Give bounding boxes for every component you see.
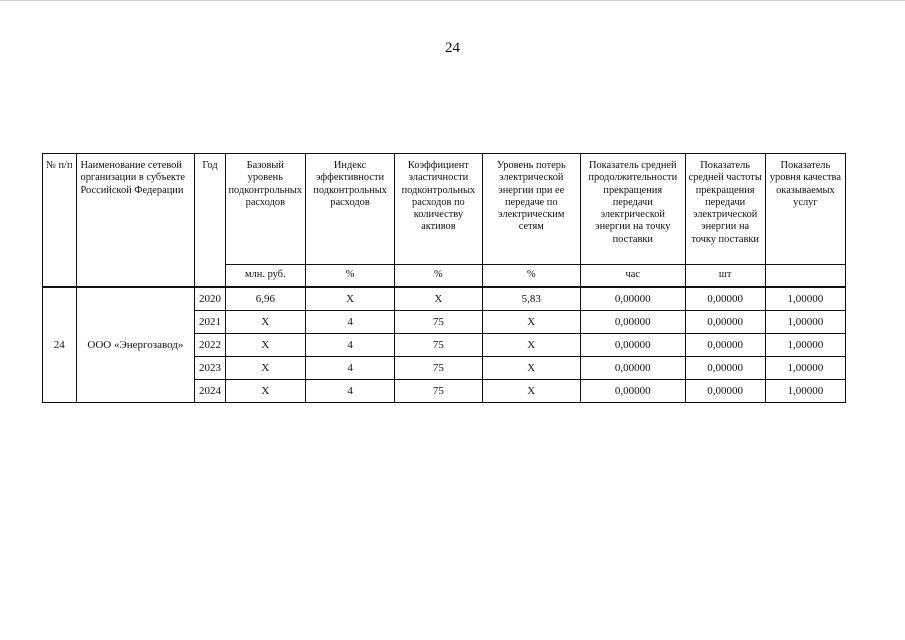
header-base-level: Базовый уровень подконтрольных расходов [225, 154, 305, 265]
duration-cell: 0,00000 [581, 380, 686, 403]
unit-cell [765, 265, 845, 288]
unit-cell: % [395, 265, 482, 288]
frequency-cell: 0,00000 [685, 287, 765, 311]
index-cell: 4 [305, 334, 394, 357]
unit-cell: % [305, 265, 394, 288]
header-year: Год [195, 154, 225, 288]
base-cell: X [225, 311, 305, 334]
unit-cell: шт [685, 265, 765, 288]
unit-cell: % [482, 265, 580, 288]
year-cell: 2021 [195, 311, 225, 334]
quality-cell: 1,00000 [765, 380, 845, 403]
coef-cell: 75 [395, 311, 482, 334]
header-interruption-frequency: Показатель средней частоты прекращения передачи электрической энергии на точку поставки [685, 154, 765, 265]
quality-cell: 1,00000 [765, 287, 845, 311]
frequency-cell: 0,00000 [685, 311, 765, 334]
coef-cell: X [395, 287, 482, 311]
header-losses-level: Уровень потерь электрической энергии при ее передаче по электрическим сетям [482, 154, 580, 265]
year-cell: 2023 [195, 357, 225, 380]
year-cell: 2024 [195, 380, 225, 403]
duration-cell: 0,00000 [581, 311, 686, 334]
frequency-cell: 0,00000 [685, 357, 765, 380]
base-cell: X [225, 380, 305, 403]
page-number: 24 [445, 40, 460, 56]
losses-cell: X [482, 311, 580, 334]
index-cell: 4 [305, 357, 394, 380]
header-service-quality: Показатель уровня качества оказываемых услуг [765, 154, 845, 265]
header-org-name: Наименование сетевой организации в субъекте Российской Федерации [76, 154, 195, 288]
unit-cell: час [581, 265, 686, 288]
quality-cell: 1,00000 [765, 334, 845, 357]
losses-cell: X [482, 380, 580, 403]
header-interruption-duration: Показатель средней продолжительности прекращения передачи электрической энергии на точку поставки [581, 154, 686, 265]
table-row [43, 287, 846, 311]
scan-edge-line [0, 0, 905, 1]
losses-cell: 5,83 [482, 287, 580, 311]
duration-cell: 0,00000 [581, 287, 686, 311]
duration-cell: 0,00000 [581, 334, 686, 357]
year-cell: 2022 [195, 334, 225, 357]
year-cell: 2020 [195, 287, 225, 311]
losses-cell: X [482, 334, 580, 357]
coef-cell: 75 [395, 380, 482, 403]
coef-cell: 75 [395, 357, 482, 380]
base-cell: 6,96 [225, 287, 305, 311]
index-cell: 4 [305, 311, 394, 334]
org-number: 24 [43, 287, 77, 403]
table-header-row [43, 154, 846, 265]
frequency-cell: 0,00000 [685, 380, 765, 403]
losses-cell: X [482, 357, 580, 380]
org-name: ООО «Энергозавод» [76, 287, 195, 403]
base-cell: X [225, 357, 305, 380]
quality-cell: 1,00000 [765, 311, 845, 334]
tariff-parameters-table [42, 153, 846, 403]
index-cell: 4 [305, 380, 394, 403]
header-efficiency-index: Индекс эффективности подконтрольных расходов [305, 154, 394, 265]
duration-cell: 0,00000 [581, 357, 686, 380]
quality-cell: 1,00000 [765, 357, 845, 380]
index-cell: X [305, 287, 394, 311]
header-elasticity-coef: Коэффициент эластичности подконтрольных расходов по количеству активов [395, 154, 482, 265]
header-number: № п/п [43, 154, 77, 288]
unit-cell: млн. руб. [225, 265, 305, 288]
frequency-cell: 0,00000 [685, 334, 765, 357]
coef-cell: 75 [395, 334, 482, 357]
base-cell: X [225, 334, 305, 357]
